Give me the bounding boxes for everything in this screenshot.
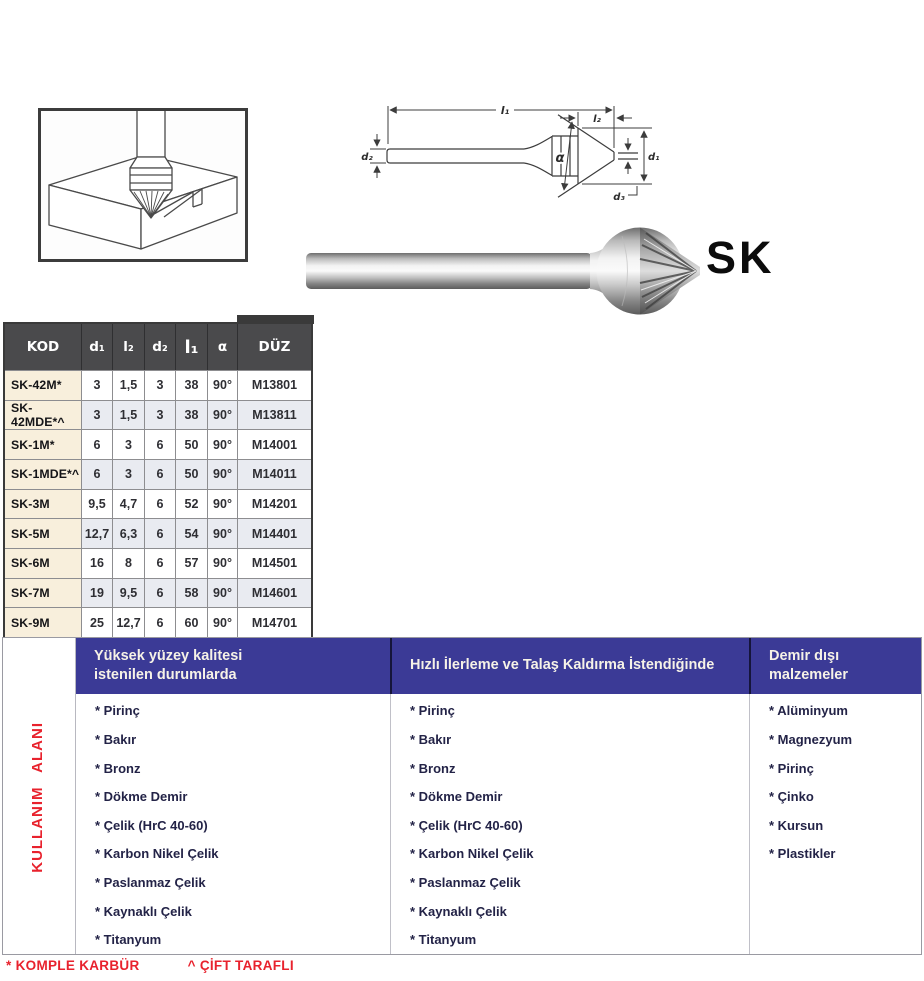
cell-l2: 9,5 [113,579,145,608]
dim-label-alpha: α [555,151,565,166]
cell-l2: 1,5 [113,401,145,430]
material-item: * Alüminyum [769,703,848,719]
table-top-tab [237,315,314,324]
usage-column-header-1: Yüksek yüzey kalitesi istenilen durumlarda [94,647,243,683]
cell-l1: 50 [176,460,208,489]
dim-label-l1: l₁ [500,104,510,117]
cell-d1: 19 [82,579,113,608]
usage-column-header-3: Demir dışı malzemeler [749,638,921,694]
material-item: * Dökme Demir [95,789,188,805]
column-header: d₂ [145,324,176,370]
product-series-label: SK [706,232,775,283]
dim-label-d3: d₃ [613,192,625,203]
cell-d1: 6 [82,460,113,489]
material-item: * Pirinç [410,703,455,719]
cell-d2: 3 [145,401,176,430]
spec-table [3,322,313,639]
table-row [5,459,311,489]
cell-d2: 3 [145,371,176,400]
material-item: * Paslanmaz Çelik [410,875,521,891]
cell-l2: 3 [113,460,145,489]
table-row [5,400,311,430]
material-item: * Kaynaklı Çelik [410,903,507,919]
cell-duz: M14501 [251,556,298,571]
cell-d2: 6 [145,460,176,489]
cell-l1: 58 [176,579,208,608]
cell-duz: M14001 [251,437,298,452]
material-item: * Çinko [769,789,814,805]
cell-kod: SK-5M [5,519,82,548]
cell-l1: 50 [176,430,208,459]
table-row [5,370,311,400]
cell-d1: 3 [82,401,113,430]
usage-list-2 [390,694,749,954]
usage-body [76,694,921,954]
dim-label-l2: l₂ [593,114,601,125]
cell-kod: SK-42M* [5,371,82,400]
cell-kod: SK-1MDE*^ [5,460,82,489]
cell-d2: 6 [145,549,176,578]
material-item: * Paslanmaz Çelik [95,875,206,891]
usage-list-1 [76,694,390,954]
material-item: * Pirinç [769,760,814,776]
cell-l2: 12,7 [113,608,145,637]
usage-side-label: KULLANIM ALANI [29,722,46,873]
dim-label-d2: d₂ [361,152,373,163]
material-item: * Karbon Nikel Çelik [410,846,534,862]
cell-kod: SK-1M* [5,430,82,459]
usage-column-header-2: Hızlı İlerleme ve Talaş Kaldırma İstendiğinde [390,638,749,694]
material-item: * Plastikler [769,846,836,862]
cell-d2: 6 [145,430,176,459]
cell-angle: 90° [208,460,238,489]
cell-d1: 25 [82,608,113,637]
cell-d1: 6 [82,430,113,459]
material-item: * Bronz [95,760,141,776]
cell-kod: SK-7M [5,579,82,608]
material-item: * Titanyum [95,932,162,948]
material-item: * Pirinç [95,703,140,719]
column-header: l₂ [113,324,145,370]
cell-l1: 57 [176,549,208,578]
cell-angle: 90° [208,519,238,548]
cell-duz: M13811 [252,407,297,422]
cell-l1: 38 [176,401,208,430]
column-header: d₁ [82,324,113,370]
cell-duz: M14701 [251,615,298,630]
material-item: * Karbon Nikel Çelik [95,846,219,862]
dim-label-d1: d₁ [648,152,660,163]
cell-l2: 6,3 [113,519,145,548]
column-header: DÜZ [258,339,291,355]
cell-duz: M13801 [251,378,298,393]
table-row [5,548,311,578]
dimension-diagram [356,94,662,214]
material-item: * Dökme Demir [410,789,503,805]
cell-duz: M14201 [251,496,298,511]
usage-header-row [76,638,921,694]
usage-section [2,637,922,955]
material-item: * Titanyum [410,932,477,948]
cell-l1: 52 [176,490,208,519]
column-header: KOD [5,324,82,370]
cell-d1: 16 [82,549,113,578]
application-illustration-frame [38,108,248,262]
spec-table-header-row [5,324,311,370]
cell-d1: 3 [82,371,113,400]
cell-angle: 90° [208,579,238,608]
cell-d1: 9,5 [82,490,113,519]
usage-main [76,638,921,954]
table-row [5,489,311,519]
spec-table-body [5,370,311,637]
cell-d2: 6 [145,490,176,519]
cell-angle: 90° [208,608,238,637]
table-row [5,429,311,459]
table-row [5,578,311,608]
cell-l2: 4,7 [113,490,145,519]
tool-shank [306,253,592,289]
material-item: * Bakır [410,732,452,748]
material-item: * Bronz [410,760,456,776]
cell-angle: 90° [208,430,238,459]
footnote-komple-karbur: * KOMPLE KARBÜR [6,958,140,973]
cell-l1: 60 [176,608,208,637]
cell-l1: 54 [176,519,208,548]
cell-angle: 90° [208,490,238,519]
column-header: α [208,324,238,370]
cell-duz: M14601 [251,585,298,600]
table-row [5,607,311,637]
cell-l2: 1,5 [113,371,145,400]
cell-l2: 3 [113,430,145,459]
material-item: * Magnezyum [769,732,853,748]
cell-kod: SK-9M [5,608,82,637]
table-row [5,518,311,548]
cell-kod: SK-42MDE*^ [5,401,82,430]
material-item: * Bakır [95,732,137,748]
cell-angle: 90° [208,401,238,430]
cell-d1: 12,7 [82,519,113,548]
cell-l1: 38 [176,371,208,400]
cell-d2: 6 [145,579,176,608]
cell-kod: SK-3M [5,490,82,519]
material-item: * Kursun [769,817,824,833]
usage-side-cell [3,638,76,954]
footnote-row [6,958,338,973]
material-item: * Kaynaklı Çelik [95,903,192,919]
cell-kod: SK-6M [5,549,82,578]
application-illustration-drawing [41,111,245,259]
material-item: * Çelik (HrC 40-60) [410,817,523,833]
cell-l2: 8 [113,549,145,578]
tool-photo [302,221,704,321]
cell-angle: 90° [208,549,238,578]
cell-angle: 90° [208,371,238,400]
cell-duz: M14011 [252,467,297,482]
material-item: * Çelik (HrC 40-60) [95,817,208,833]
cell-d2: 6 [145,608,176,637]
column-header: l₁ [176,324,208,370]
cell-duz: M14401 [251,526,298,541]
footnote-cift-tarafli: ^ ÇİFT TARAFLI [187,958,294,973]
cell-d2: 6 [145,519,176,548]
usage-list-3 [749,694,921,954]
